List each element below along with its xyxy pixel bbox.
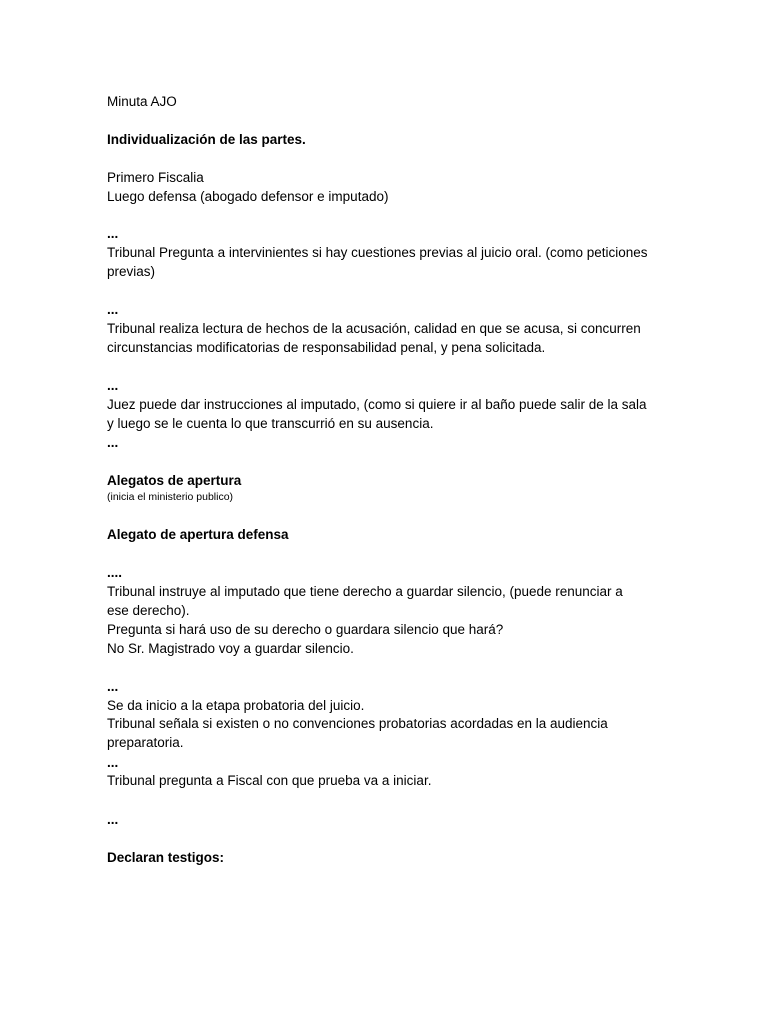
document-title: Minuta AJO bbox=[107, 94, 177, 109]
section-heading-defense-opening: Alegato de apertura defensa bbox=[107, 527, 289, 542]
ellipsis-separator: ... bbox=[107, 679, 119, 694]
opening-statements-note: (inicia el ministerio publico) bbox=[107, 491, 234, 503]
section-heading-witnesses: Declaran testigos: bbox=[107, 850, 225, 865]
step-evidence-stage-line2: Tribunal señala si existen o no convenciones probatorias acordadas en la audiencia bbox=[107, 716, 608, 731]
ellipsis-separator: ... bbox=[107, 302, 119, 317]
ellipsis-separator: ... bbox=[107, 378, 119, 393]
parties-then-line: Luego defensa (abogado defensor e imputado) bbox=[107, 189, 389, 204]
step-judge-instructions-line2: y luego se le cuenta lo que transcurrió en su ausencia. bbox=[107, 416, 434, 431]
ellipsis-separator: .... bbox=[107, 565, 123, 580]
step-evidence-stage-line3: preparatoria. bbox=[107, 735, 184, 750]
step-accusation-reading-line1: Tribunal realiza lectura de hechos de la acusación, calidad en que se acusa, si concurren bbox=[107, 321, 641, 336]
step-right-to-silence-line3: Pregunta si hará uso de su derecho o guardara silencio que hará? bbox=[107, 622, 504, 637]
parties-first-line: Primero Fiscalia bbox=[107, 170, 204, 185]
step-right-to-silence-line1: Tribunal instruye al imputado que tiene derecho a guardar silencio, (puede renunciar a bbox=[107, 584, 623, 599]
section-heading-opening-statements: Alegatos de apertura bbox=[107, 473, 242, 488]
step-evidence-stage-line1: Se da inicio a la etapa probatoria del juicio. bbox=[107, 698, 365, 713]
ellipsis-separator: ... bbox=[107, 226, 119, 241]
step-right-to-silence-line4: No Sr. Magistrado voy a guardar silencio. bbox=[107, 641, 354, 656]
ellipsis-separator: ... bbox=[107, 812, 119, 827]
ellipsis-separator: ... bbox=[107, 755, 119, 770]
ellipsis-separator: ... bbox=[107, 435, 119, 450]
section-heading-parties: Individualización de las partes. bbox=[107, 132, 306, 147]
step-prosecutor-evidence-line1: Tribunal pregunta a Fiscal con que prueba va a iniciar. bbox=[107, 773, 432, 788]
step-previous-questions-line1: Tribunal Pregunta a intervinientes si hay cuestiones previas al juicio oral. (como peticiones bbox=[107, 245, 648, 260]
step-judge-instructions-line1: Juez puede dar instrucciones al imputado, (como si quiere ir al baño puede salir de la sala bbox=[107, 397, 647, 412]
step-right-to-silence-line2: ese derecho). bbox=[107, 603, 190, 618]
step-previous-questions-line2: previas) bbox=[107, 264, 156, 279]
step-accusation-reading-line2: circunstancias modificatorias de responsabilidad penal, y pena solicitada. bbox=[107, 340, 546, 355]
